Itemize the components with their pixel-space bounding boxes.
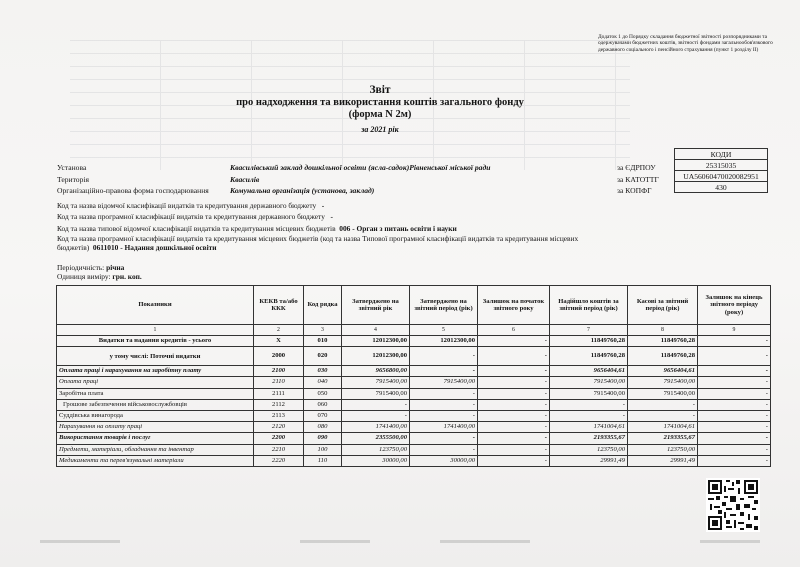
katottg-code: UA56060470020082951 [675,171,768,182]
report-subtitle: про надходження та використання коштів загального фонду [236,97,524,108]
row-balance-end: - [698,422,771,433]
row-received: 11849760,28 [550,336,628,347]
row-received: 123750,00 [550,444,628,455]
edrpou-code: 25315035 [675,160,768,171]
row-kekv: X [254,336,304,347]
row-code: 020 [304,347,342,366]
row-approved-period: 30000,00 [410,455,478,466]
row-kekv: 2113 [254,410,304,421]
prog-classification-value: - [330,212,333,222]
row-received: - [550,410,628,421]
dept-classification-label: Код та назва відомчої класифікації видатків та кредитування державного бюджету [57,201,317,210]
typical-classification-label: Код та назва типової відомчої класифікації видатків та кредитування місцевих бюджетів [57,223,336,233]
row-code: 060 [304,399,342,410]
legal-form-value: Комунальна організація (установа, заклад) [230,186,375,195]
row-cash: 29991,49 [628,455,698,466]
row-approved-period: - [410,433,478,444]
periodicity-block [57,263,142,281]
row-approved-period: - [410,388,478,399]
row-cash: 11849760,28 [628,336,698,347]
row-name: Грошове забезпечення військовослужбовців [57,399,254,410]
row-balance-end: - [698,410,771,421]
row-cash: - [628,410,698,421]
row-kekv: 2100 [254,366,304,377]
row-code: 100 [304,444,342,455]
table-row [57,366,771,377]
row-cash: 9656404,61 [628,366,698,377]
row-code: 040 [304,377,342,388]
row-kekv: 2220 [254,455,304,466]
col-number: 8 [628,325,698,336]
table-row [57,388,771,399]
row-cash: 2193355,67 [628,433,698,444]
row-received: 7915400,00 [550,377,628,388]
typical-classification [57,223,617,234]
periodicity-label: Періодичність: [57,263,105,272]
row-balance-end: - [698,399,771,410]
footer-show-through [0,532,800,567]
col-header-balance-end: Залишок на кінець звітного періоду (року) [698,286,771,325]
row-kekv: 2111 [254,388,304,399]
prog-classification-label: Код та назва програмної класифікації видатків та кредитування державного бюджету [57,212,325,222]
row-code: 050 [304,388,342,399]
col-number: 9 [698,325,771,336]
row-approved-year: 12012300,00 [342,336,410,347]
table-header-row [57,286,771,325]
row-cash: - [628,399,698,410]
row-cash: 11849760,28 [628,347,698,366]
periodicity-value: річна [106,263,125,272]
prog-classification [57,211,617,222]
row-approved-year: 1741400,00 [342,422,410,433]
qr-code-icon [706,478,760,532]
row-balance-end: - [698,347,771,366]
row-name: Оплата праці [57,377,254,388]
row-code: 070 [304,410,342,421]
col-number: 3 [304,325,342,336]
table-row [57,422,771,433]
row-balance-start: - [478,388,550,399]
row-kekv: 2200 [254,433,304,444]
row-approved-year: 123750,00 [342,444,410,455]
col-number: 4 [342,325,410,336]
row-approved-period: - [410,347,478,366]
row-approved-period: - [410,410,478,421]
territory-label: Територія [57,174,89,184]
row-kekv: 2110 [254,377,304,388]
table-row [57,399,771,410]
row-balance-end: - [698,433,771,444]
row-received: 7915400,00 [550,388,628,399]
row-balance-start: - [478,444,550,455]
table-row [57,410,771,421]
row-balance-start: - [478,336,550,347]
col-header-approved-period: Затверджено на звітний період (рік) [410,286,478,325]
col-number: 1 [57,325,254,336]
row-cash: 7915400,00 [628,377,698,388]
local-classification-value: 0611010 - Надання дошкільної освіти [92,243,217,253]
col-header-row-code: Код рядка [304,286,342,325]
row-balance-start: - [478,455,550,466]
col-header-received: Надійшло коштів за звітний період (рік) [550,286,628,325]
table-row [57,455,771,466]
row-kekv: 2120 [254,422,304,433]
row-balance-start: - [478,347,550,366]
funds-table [56,285,771,467]
col-number: 7 [550,325,628,336]
row-balance-start: - [478,377,550,388]
codes-table [674,148,768,193]
dept-classification-value: - [321,201,325,210]
kopfg-label: за КОПФГ [617,186,652,195]
row-name: Нарахування на оплату праці [57,422,254,433]
annex-note: Додаток 1 до Порядку складання бюджетної звітності розпорядниками та одержувачами бюджетних коштів, звітності фондами загальнообов'язкового державного соціального і пенсійного страхування (пункт 1 розділу II) [598,34,773,53]
unit-label: Одиниця виміру: [57,272,111,281]
row-approved-period: 1741400,00 [410,422,478,433]
codes-header: КОДИ [675,149,768,160]
row-approved-period: - [410,444,478,455]
col-header-approved-year: Затверджено на звітний рік [342,286,410,325]
dept-classification [57,200,617,211]
row-name: Заробітна плата [57,388,254,399]
column-numbers-row [57,325,771,336]
row-balance-start: - [478,422,550,433]
row-name: Використання товарів і послуг [57,433,254,444]
row-code: 110 [304,455,342,466]
row-approved-period: - [410,366,478,377]
row-code: 090 [304,433,342,444]
report-title-block [200,84,560,134]
row-balance-end: - [698,444,771,455]
col-header-cash: Касові за звітний період (рік) [628,286,698,325]
row-received: 11849760,28 [550,347,628,366]
row-received: 29991,49 [550,455,628,466]
row-balance-start: - [478,399,550,410]
local-classification [57,234,617,253]
row-approved-year: 7915400,00 [342,377,410,388]
row-received: - [550,399,628,410]
row-received: 9656404,61 [550,366,628,377]
report-period: за 2021 рік [361,125,399,134]
territory-value: Квасилів [230,174,260,184]
row-balance-end: - [698,377,771,388]
row-code: 080 [304,422,342,433]
institution-label: Установа [57,163,87,172]
row-approved-period: 12012300,00 [410,336,478,347]
col-header-kekv: КЕКВ та/або ККК [254,286,304,325]
row-name: Оплата праці і нарахування на заробітну плату [57,366,254,377]
row-name: Медикаменти та перев'язувальні матеріали [57,455,254,466]
row-cash: 123750,00 [628,444,698,455]
institution-row [57,162,672,174]
row-approved-year: 30000,00 [342,455,410,466]
kopfg-code: 430 [675,182,768,193]
row-approved-year: - [342,410,410,421]
legal-form-row [57,185,672,197]
row-approved-period: 7915400,00 [410,377,478,388]
row-balance-end: - [698,366,771,377]
report-title: Звіт [369,84,391,96]
row-received: 2193355,67 [550,433,628,444]
legal-form-label: Організаційно-правова форма господарювання [57,186,209,195]
row-received: 1741004,61 [550,422,628,433]
row-code: 010 [304,336,342,347]
table-row [57,336,771,347]
table-row [57,433,771,444]
row-approved-year: - [342,399,410,410]
territory-row [57,174,672,186]
row-cash: 7915400,00 [628,388,698,399]
katottg-label: за КАТОТТГ [617,174,659,184]
row-balance-end: - [698,388,771,399]
edrpou-label: за ЄДРПОУ [617,163,656,172]
table-row [57,377,771,388]
row-name: у тому числі: Поточні видатки [57,347,254,366]
row-kekv: 2112 [254,399,304,410]
table-row [57,347,771,366]
row-balance-start: - [478,433,550,444]
institution-info [57,162,672,197]
col-header-indicators: Показники [57,286,254,325]
institution-value: Квасилівський заклад дошкільної освіти (ясла-садок)Рівненської міської ради [230,163,491,172]
row-code: 030 [304,366,342,377]
row-cash: 1741004,61 [628,422,698,433]
classification-block [57,200,617,253]
typical-classification-value: 006 - Орган з питань освіти і науки [339,223,457,233]
row-balance-end: - [698,455,771,466]
row-approved-period: - [410,399,478,410]
row-approved-year: 2355500,00 [342,433,410,444]
row-name: Суддівська винагорода [57,410,254,421]
col-number: 6 [478,325,550,336]
row-balance-start: - [478,366,550,377]
col-number: 5 [410,325,478,336]
row-approved-year: 9656800,00 [342,366,410,377]
table-row [57,444,771,455]
row-kekv: 2000 [254,347,304,366]
row-approved-year: 12012300,00 [342,347,410,366]
unit-value: грн. коп. [112,272,142,281]
row-balance-end: - [698,336,771,347]
col-header-balance-start: Залишок на початок звітного року [478,286,550,325]
row-balance-start: - [478,410,550,421]
row-name: Видатки та надання кредитів - усього [57,336,254,347]
report-form-number: (форма N 2м) [348,109,412,120]
local-classification-label: Код та назва програмної класифікації видатків та кредитування місцевих бюджетів (код та назва Типової програмної класифікації видатків та кредитування місцевих бюджетів) [57,233,579,253]
row-name: Предмети, матеріали, обладнання та інвентар [57,444,254,455]
row-approved-year: 7915400,00 [342,388,410,399]
row-kekv: 2210 [254,444,304,455]
col-number: 2 [254,325,304,336]
